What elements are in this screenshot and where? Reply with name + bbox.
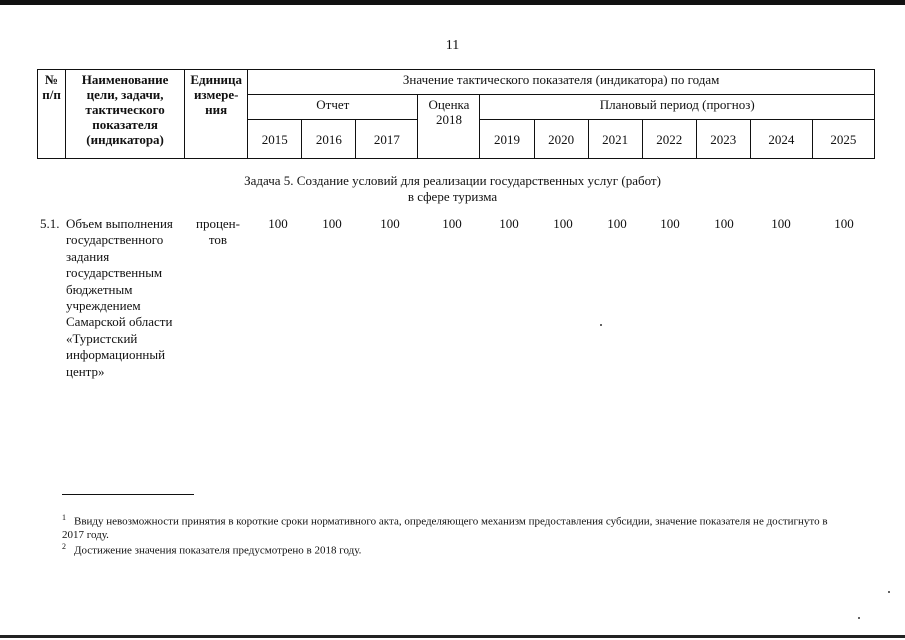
page-number: 11	[445, 38, 460, 53]
value-2025: 100	[834, 216, 854, 231]
task-line-1: Задача 5. Создание условий для реализации государственных услуг (работ)	[244, 173, 661, 188]
header-report: Отчет	[248, 95, 418, 120]
year-2015: 2015	[248, 120, 302, 159]
header-plan: Плановый период (прогноз)	[480, 95, 875, 120]
year-2023: 2023	[696, 120, 750, 159]
header-values: Значение тактического показателя (индикатора) по годам	[248, 70, 875, 95]
scan-speck	[858, 617, 860, 619]
value-2018: 100	[442, 216, 462, 231]
header-num: № п/п	[38, 70, 66, 159]
year-2017: 2017	[356, 120, 418, 159]
row-unit: процен-тов	[196, 216, 240, 247]
year-2025: 2025	[812, 120, 874, 159]
year-2020: 2020	[534, 120, 588, 159]
footnote-mark-2: 2	[62, 542, 66, 551]
scan-speck	[888, 591, 890, 593]
task-heading	[0, 173, 905, 205]
header-estimate: Оценка 2018	[418, 95, 480, 159]
value-2016: 100	[322, 216, 342, 231]
value-2019: 100	[499, 216, 519, 231]
footnote-1	[62, 511, 842, 542]
row-name: Объем выполнения государственного задания государственным бюджетным учреждением Самарской области «Туристский информационный центр»	[66, 216, 173, 379]
task-line-2: в сфере туризма	[407, 189, 498, 204]
bottom-border	[0, 635, 905, 638]
top-border	[0, 0, 905, 5]
row-number: 5.1.	[40, 216, 60, 231]
value-2021: 100	[607, 216, 627, 231]
value-2022: 100	[660, 216, 680, 231]
footnote-text-1: Ввиду невозможности принятия в короткие сроки нормативного акта, определяющего механизм предоставления субсидии, значение показателя не достигнуто в 2017 году.	[62, 515, 828, 541]
year-2024: 2024	[750, 120, 812, 159]
footnote-mark-1: 1	[62, 513, 66, 522]
year-2021: 2021	[588, 120, 642, 159]
footnote-text-2: Достижение значения показателя предусмотрено в 2018 году.	[74, 544, 362, 557]
year-2019: 2019	[480, 120, 534, 159]
footnote-2	[62, 540, 842, 558]
header-name: Наименование цели, задачи, тактического показателя (индикатора)	[66, 70, 185, 159]
value-2024: 100	[771, 216, 791, 231]
value-2015: 100	[268, 216, 288, 231]
year-2022: 2022	[642, 120, 696, 159]
footnote-separator	[62, 494, 194, 495]
year-2016: 2016	[302, 120, 356, 159]
value-2023: 100	[714, 216, 734, 231]
value-2020: 100	[553, 216, 573, 231]
indicator-table-header	[37, 69, 875, 159]
scan-speck	[600, 324, 602, 326]
header-unit: Единица измере-ния	[185, 70, 248, 159]
value-2017: 100	[380, 216, 400, 231]
